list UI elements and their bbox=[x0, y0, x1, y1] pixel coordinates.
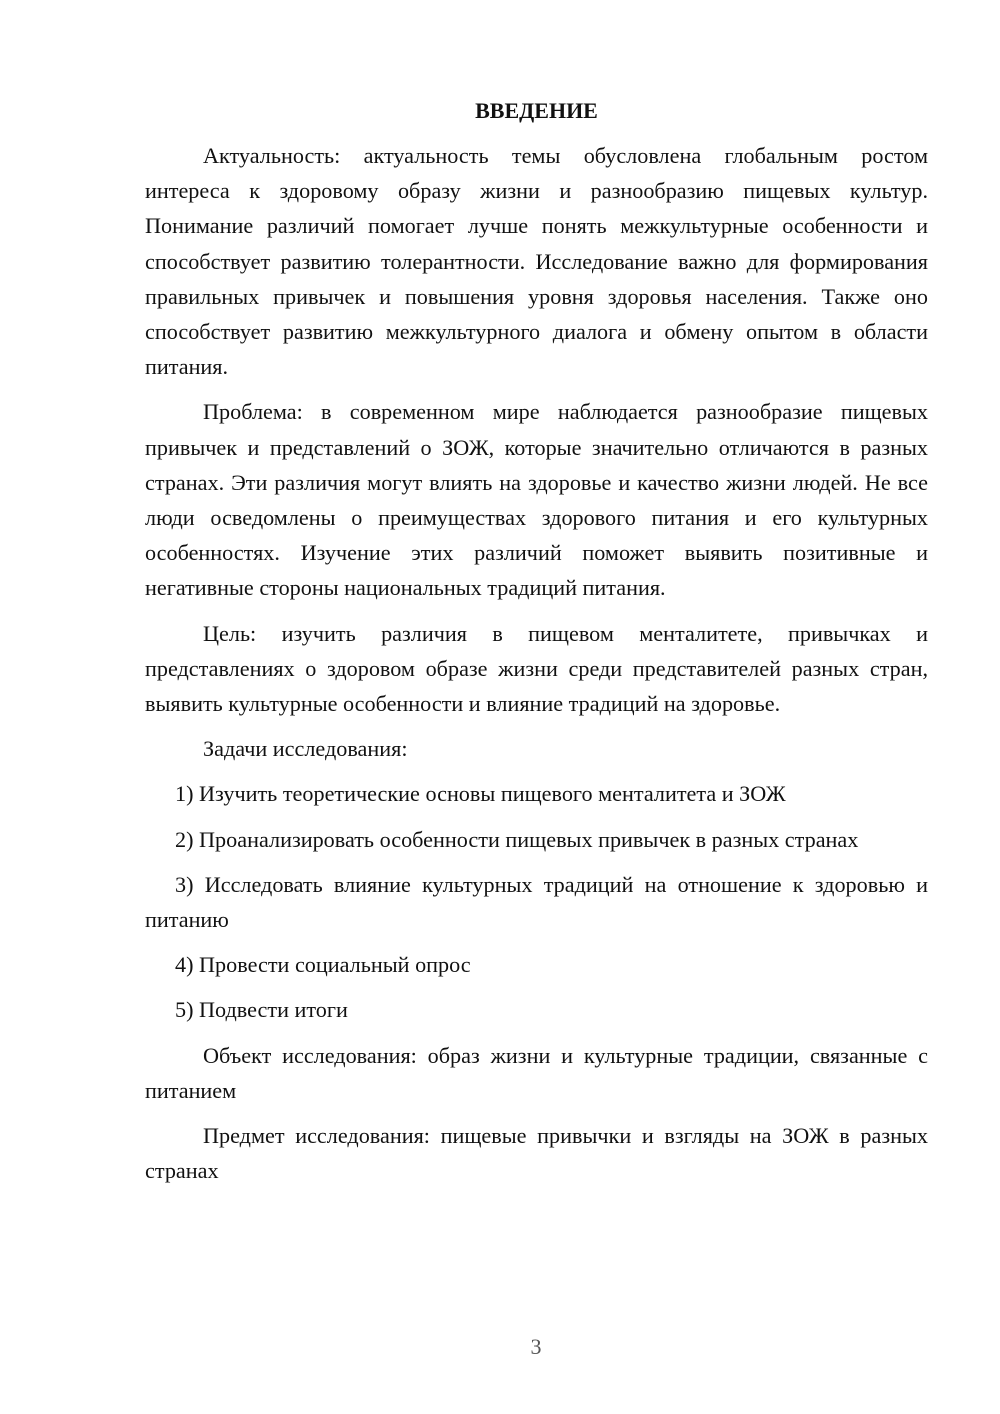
page-number: 3 bbox=[530, 1334, 542, 1359]
problem-paragraph: Проблема: в современном мире наблюдается разнообразие пищевых привычек и представлений о ЗОЖ, которые значительно отличаются в разных странах. Эти различия могут влиять на здоровье и качество жизни людей. Не все люди осведомлены о преимуществах здорового питания и его культурных особенностях. Изучение этих различий поможет выявить позитивные и негативные стороны национальных традиций питания. bbox=[145, 399, 928, 601]
task-item-2: 2) Проанализировать особенности пищевых привычек в разных странах bbox=[175, 826, 859, 852]
task-item-5: 5) Подвести итоги bbox=[175, 997, 348, 1023]
tasks-heading: Задачи исследования: bbox=[203, 736, 408, 762]
task-item-1: 1) Изучить теоретические основы пищевого менталитета и ЗОЖ bbox=[175, 781, 786, 807]
relevance-paragraph: Актуальность: актуальность темы обусловлена глобальным ростом интереса к здоровому образу жизни и разнообразию пищевых культур. Понимание различий помогает лучше понять межкультурные особенности и способствует развитию толерантности. Исследование важно для формирования правильных привычек и повышения уровня здоровья населения. Также оно способствует развитию межкультурного диалога и обмену опытом в области питания. bbox=[145, 143, 928, 380]
subject-paragraph: Предмет исследования: пищевые привычки и взгляды на ЗОЖ в разных странах bbox=[145, 1123, 928, 1184]
object-paragraph: Объект исследования: образ жизни и культурные традиции, связанные с питанием bbox=[145, 1042, 928, 1103]
goal-paragraph: Цель: изучить различия в пищевом менталитете, привычках и представлениях о здоровом образе жизни среди представителей разных стран, выявить культурные особенности и влияние традиций на здоровье. bbox=[145, 620, 928, 717]
section-heading: ВВЕДЕНИЕ bbox=[475, 98, 598, 123]
task-item-4: 4) Провести социальный опрос bbox=[175, 952, 471, 978]
document-page bbox=[145, 96, 928, 1198]
task-item-3: 3) Исследовать влияние культурных традиций на отношение к здоровью и питанию bbox=[145, 871, 928, 933]
